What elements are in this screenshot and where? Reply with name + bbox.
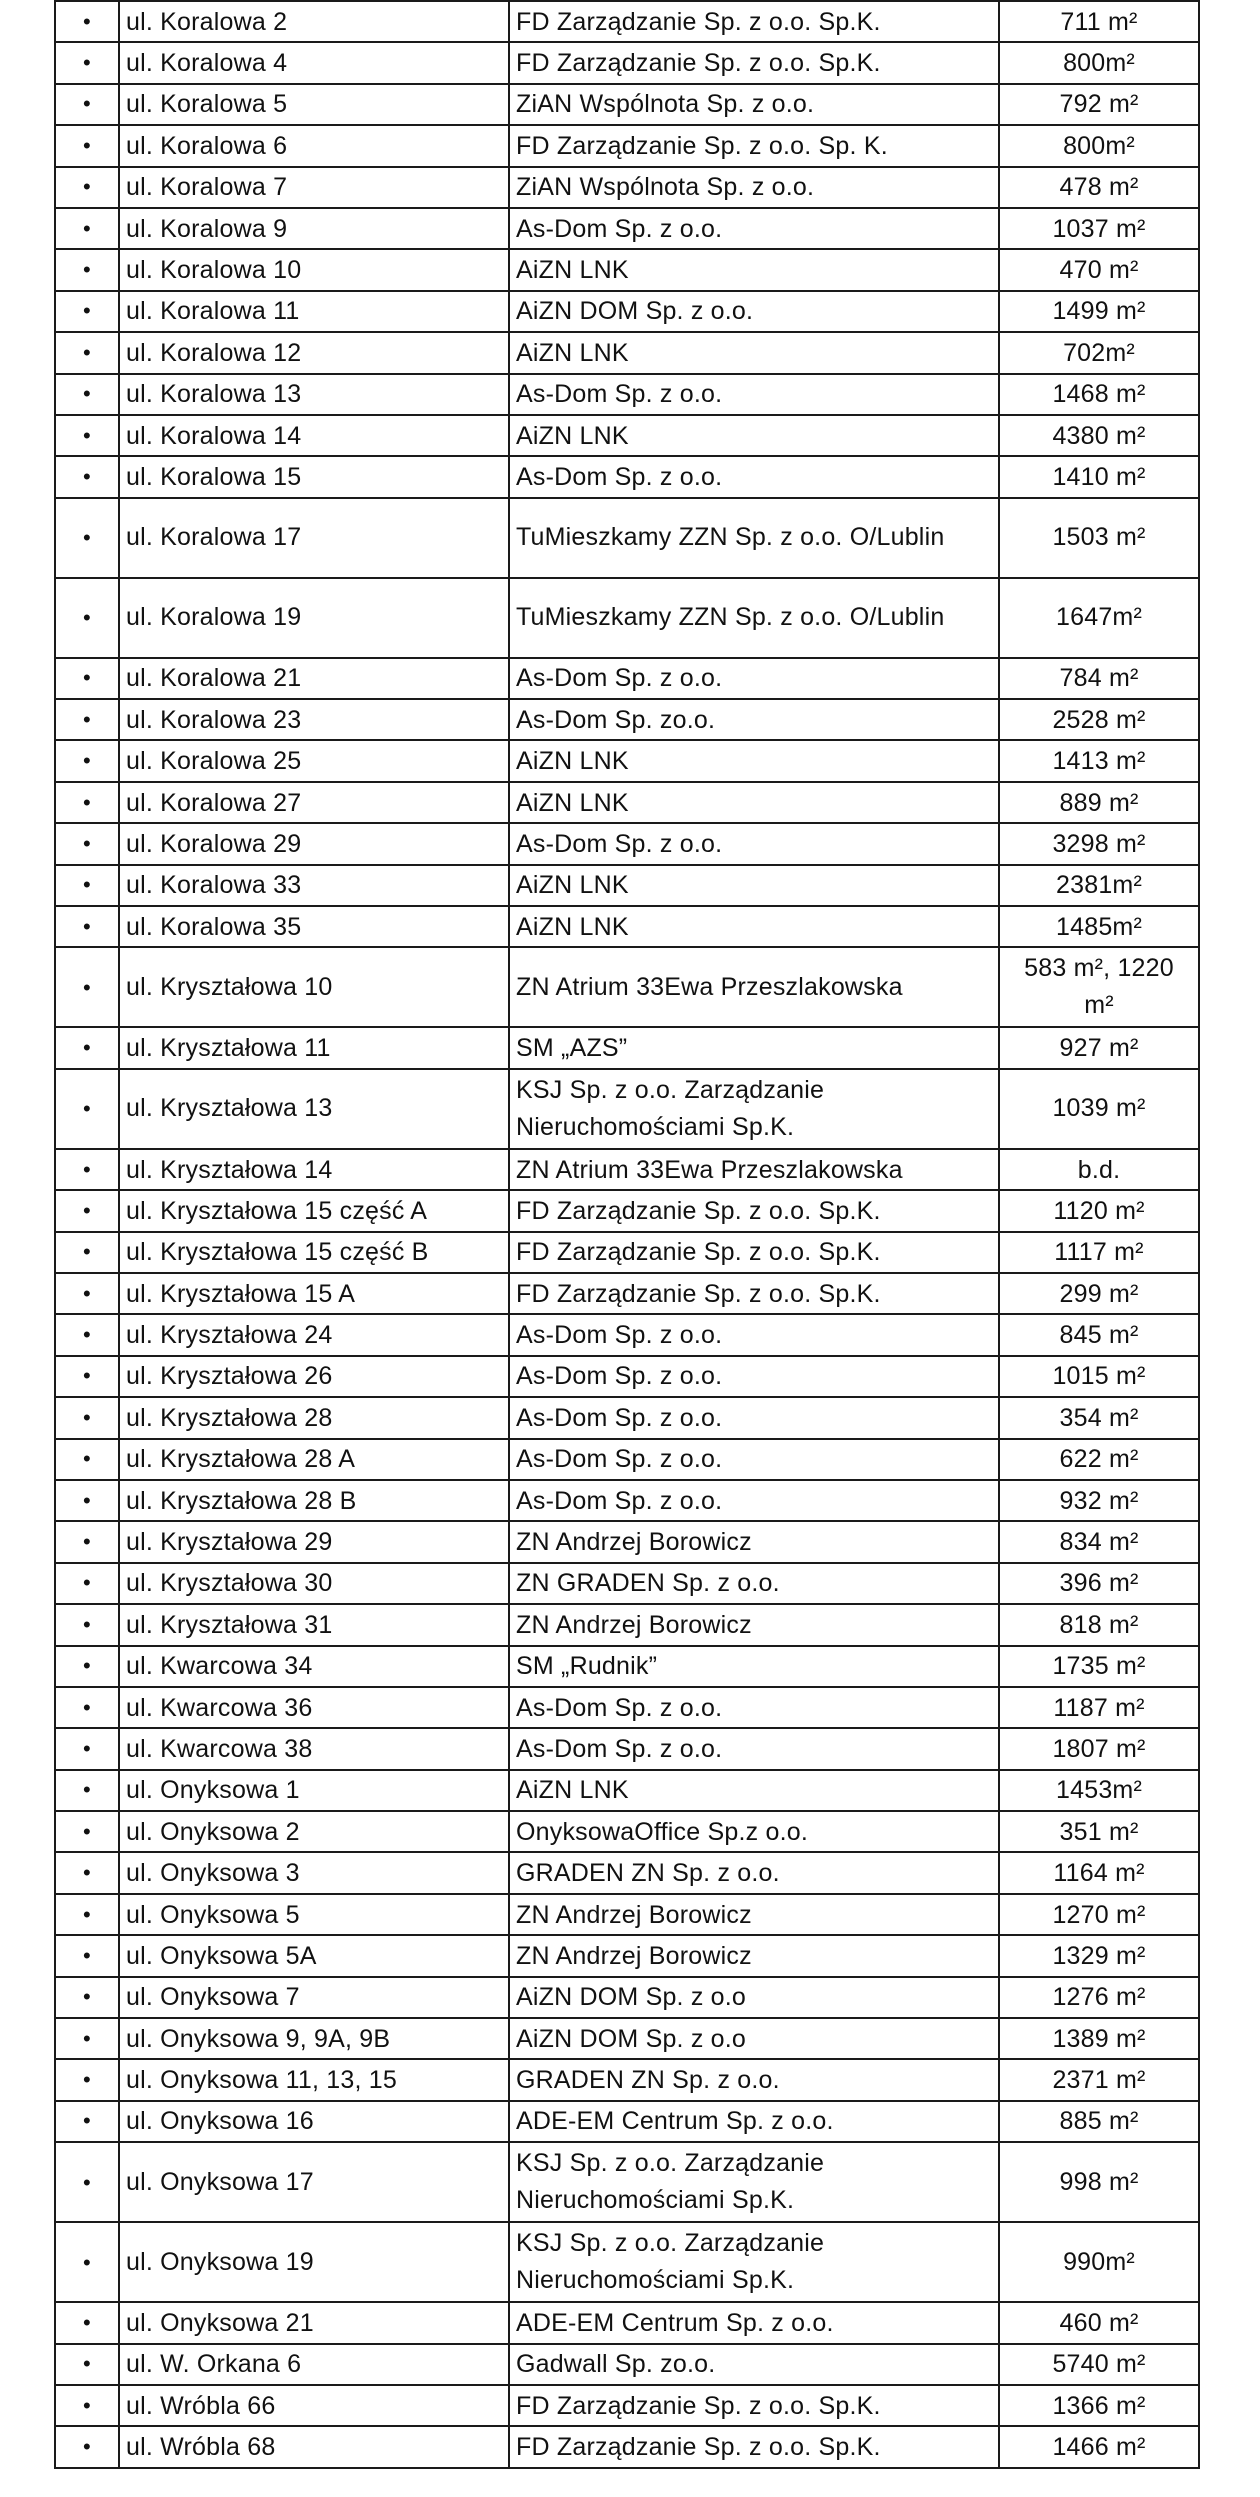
manager-cell: ZN Andrzej Borowicz [509, 1935, 999, 1976]
area-cell: 702m² [999, 332, 1199, 373]
street-address-cell: ul. Kryształowa 28 B [119, 1480, 509, 1521]
bullet-icon: • [55, 1069, 119, 1149]
area-cell: 1499 m² [999, 291, 1199, 332]
bullet-icon: • [55, 1852, 119, 1893]
bullet-icon: • [55, 208, 119, 249]
street-address-cell: ul. Koralowa 6 [119, 125, 509, 166]
manager-cell: ADE-EM Centrum Sp. z o.o. [509, 2302, 999, 2343]
table-row [55, 658, 1199, 699]
area-cell: 800m² [999, 125, 1199, 166]
table-row [55, 374, 1199, 415]
manager-cell: ZiAN Wspólnota Sp. z o.o. [509, 84, 999, 125]
table-row [55, 332, 1199, 373]
manager-cell: OnyksowaOffice Sp.z o.o. [509, 1811, 999, 1852]
bullet-icon: • [55, 415, 119, 456]
area-cell: 583 m², 1220 m² [999, 947, 1199, 1027]
manager-cell: As-Dom Sp. z o.o. [509, 456, 999, 497]
table-row [55, 2302, 1199, 2343]
bullet-icon: • [55, 2101, 119, 2142]
manager-cell: As-Dom Sp. z o.o. [509, 658, 999, 699]
bullet-icon: • [55, 332, 119, 373]
bullet-icon: • [55, 658, 119, 699]
street-address-cell: ul. Koralowa 10 [119, 249, 509, 290]
bullet-icon: • [55, 1977, 119, 2018]
manager-cell: Gadwall Sp. zo.o. [509, 2344, 999, 2385]
street-address-cell: ul. Kryształowa 13 [119, 1069, 509, 1149]
table-row [55, 1811, 1199, 1852]
table-row [55, 1027, 1199, 1068]
street-address-cell: ul. Onyksowa 2 [119, 1811, 509, 1852]
table-row [55, 415, 1199, 456]
bullet-icon: • [55, 906, 119, 947]
table-row [55, 456, 1199, 497]
bullet-icon: • [55, 498, 119, 578]
area-cell: 1413 m² [999, 740, 1199, 781]
manager-cell: FD Zarządzanie Sp. z o.o. Sp. K. [509, 125, 999, 166]
area-cell: 889 m² [999, 782, 1199, 823]
area-cell: 1389 m² [999, 2018, 1199, 2059]
street-address-cell: ul. Kryształowa 11 [119, 1027, 509, 1068]
bullet-icon: • [55, 1770, 119, 1811]
area-cell: b.d. [999, 1149, 1199, 1190]
manager-cell: ADE-EM Centrum Sp. z o.o. [509, 2101, 999, 2142]
bullet-icon: • [55, 865, 119, 906]
manager-cell: FD Zarządzanie Sp. z o.o. Sp.K. [509, 2426, 999, 2467]
manager-cell: FD Zarządzanie Sp. z o.o. Sp.K. [509, 1232, 999, 1273]
area-cell: 478 m² [999, 167, 1199, 208]
street-address-cell: ul. Onyksowa 7 [119, 1977, 509, 2018]
manager-cell: FD Zarządzanie Sp. z o.o. Sp.K. [509, 1273, 999, 1314]
street-address-cell: ul. Kwarcowa 34 [119, 1646, 509, 1687]
street-address-cell: ul. Koralowa 19 [119, 578, 509, 658]
area-cell: 845 m² [999, 1314, 1199, 1355]
bullet-icon: • [55, 2302, 119, 2343]
area-cell: 460 m² [999, 2302, 1199, 2343]
table-row [55, 1480, 1199, 1521]
street-address-cell: ul. Onyksowa 19 [119, 2222, 509, 2302]
bullet-icon: • [55, 823, 119, 864]
manager-cell: FD Zarządzanie Sp. z o.o. Sp.K. [509, 1, 999, 42]
table-row [55, 2344, 1199, 2385]
bullet-icon: • [55, 1563, 119, 1604]
bullet-icon: • [55, 125, 119, 166]
manager-cell: As-Dom Sp. z o.o. [509, 1439, 999, 1480]
street-address-cell: ul. Onyksowa 9, 9A, 9B [119, 2018, 509, 2059]
manager-cell: ZN Atrium 33Ewa Przeszlakowska [509, 1149, 999, 1190]
manager-cell: As-Dom Sp. z o.o. [509, 823, 999, 864]
table-row [55, 2142, 1199, 2222]
bullet-icon: • [55, 1894, 119, 1935]
table-row [55, 1356, 1199, 1397]
area-cell: 2371 m² [999, 2059, 1199, 2100]
table-row [55, 84, 1199, 125]
area-cell: 354 m² [999, 1397, 1199, 1438]
manager-cell: GRADEN ZN Sp. z o.o. [509, 2059, 999, 2100]
street-address-cell: ul. Kryształowa 30 [119, 1563, 509, 1604]
manager-cell: ZN Atrium 33Ewa Przeszlakowska [509, 947, 999, 1027]
bullet-icon: • [55, 2018, 119, 2059]
manager-cell: As-Dom Sp. z o.o. [509, 374, 999, 415]
area-cell: 622 m² [999, 1439, 1199, 1480]
street-address-cell: ul. Kryształowa 31 [119, 1604, 509, 1645]
area-cell: 1039 m² [999, 1069, 1199, 1149]
area-cell: 834 m² [999, 1521, 1199, 1562]
table-row [55, 291, 1199, 332]
table-row [55, 1977, 1199, 2018]
manager-cell: ZN GRADEN Sp. z o.o. [509, 1563, 999, 1604]
area-cell: 1468 m² [999, 374, 1199, 415]
buildings-table-body [55, 1, 1199, 2468]
buildings-table [54, 0, 1200, 2469]
bullet-icon: • [55, 1935, 119, 1976]
manager-cell: As-Dom Sp. z o.o. [509, 1314, 999, 1355]
manager-cell: AiZN LNK [509, 740, 999, 781]
manager-cell: As-Dom Sp. z o.o. [509, 1397, 999, 1438]
street-address-cell: ul. Kryształowa 26 [119, 1356, 509, 1397]
manager-cell: ZN Andrzej Borowicz [509, 1604, 999, 1645]
table-row [55, 1273, 1199, 1314]
street-address-cell: ul. Onyksowa 5 [119, 1894, 509, 1935]
manager-cell: ZN Andrzej Borowicz [509, 1894, 999, 1935]
bullet-icon: • [55, 2344, 119, 2385]
manager-cell: AiZN DOM Sp. z o.o. [509, 291, 999, 332]
street-address-cell: ul. W. Orkana 6 [119, 2344, 509, 2385]
area-cell: 1647m² [999, 578, 1199, 658]
table-row [55, 1314, 1199, 1355]
table-row [55, 1232, 1199, 1273]
bullet-icon: • [55, 84, 119, 125]
area-cell: 818 m² [999, 1604, 1199, 1645]
street-address-cell: ul. Koralowa 4 [119, 42, 509, 83]
area-cell: 1366 m² [999, 2385, 1199, 2426]
street-address-cell: ul. Kryształowa 10 [119, 947, 509, 1027]
bullet-icon: • [55, 782, 119, 823]
area-cell: 990m² [999, 2222, 1199, 2302]
street-address-cell: ul. Koralowa 14 [119, 415, 509, 456]
area-cell: 4380 m² [999, 415, 1199, 456]
bullet-icon: • [55, 1356, 119, 1397]
street-address-cell: ul. Koralowa 12 [119, 332, 509, 373]
area-cell: 711 m² [999, 1, 1199, 42]
bullet-icon: • [55, 699, 119, 740]
manager-cell: As-Dom Sp. z o.o. [509, 1687, 999, 1728]
bullet-icon: • [55, 1646, 119, 1687]
manager-cell: As-Dom Sp. z o.o. [509, 208, 999, 249]
table-row [55, 865, 1199, 906]
street-address-cell: ul. Koralowa 9 [119, 208, 509, 249]
table-row [55, 1646, 1199, 1687]
table-row [55, 2101, 1199, 2142]
bullet-icon: • [55, 2385, 119, 2426]
bullet-icon: • [55, 1027, 119, 1068]
area-cell: 792 m² [999, 84, 1199, 125]
area-cell: 3298 m² [999, 823, 1199, 864]
street-address-cell: ul. Koralowa 13 [119, 374, 509, 415]
table-row [55, 1604, 1199, 1645]
street-address-cell: ul. Onyksowa 1 [119, 1770, 509, 1811]
area-cell: 1015 m² [999, 1356, 1199, 1397]
bullet-icon: • [55, 374, 119, 415]
street-address-cell: ul. Kryształowa 15 A [119, 1273, 509, 1314]
area-cell: 299 m² [999, 1273, 1199, 1314]
manager-cell: GRADEN ZN Sp. z o.o. [509, 1852, 999, 1893]
street-address-cell: ul. Kryształowa 28 A [119, 1439, 509, 1480]
table-row [55, 782, 1199, 823]
street-address-cell: ul. Koralowa 17 [119, 498, 509, 578]
area-cell: 1466 m² [999, 2426, 1199, 2467]
manager-cell: AiZN LNK [509, 332, 999, 373]
area-cell: 784 m² [999, 658, 1199, 699]
street-address-cell: ul. Koralowa 7 [119, 167, 509, 208]
manager-cell: SM „AZS” [509, 1027, 999, 1068]
area-cell: 1270 m² [999, 1894, 1199, 1935]
bullet-icon: • [55, 1604, 119, 1645]
street-address-cell: ul. Kryształowa 15 część B [119, 1232, 509, 1273]
bullet-icon: • [55, 1190, 119, 1231]
bullet-icon: • [55, 2142, 119, 2222]
table-row [55, 2222, 1199, 2302]
street-address-cell: ul. Kwarcowa 38 [119, 1728, 509, 1769]
area-cell: 1453m² [999, 1770, 1199, 1811]
bullet-icon: • [55, 947, 119, 1027]
table-row [55, 1069, 1199, 1149]
table-row [55, 947, 1199, 1027]
table-row [55, 578, 1199, 658]
bullet-icon: • [55, 249, 119, 290]
table-row [55, 823, 1199, 864]
street-address-cell: ul. Kryształowa 29 [119, 1521, 509, 1562]
bullet-icon: • [55, 1314, 119, 1355]
area-cell: 800m² [999, 42, 1199, 83]
street-address-cell: ul. Koralowa 11 [119, 291, 509, 332]
bullet-icon: • [55, 740, 119, 781]
area-cell: 1503 m² [999, 498, 1199, 578]
table-row [55, 1149, 1199, 1190]
street-address-cell: ul. Onyksowa 21 [119, 2302, 509, 2343]
street-address-cell: ul. Koralowa 15 [119, 456, 509, 497]
bullet-icon: • [55, 1232, 119, 1273]
area-cell: 1276 m² [999, 1977, 1199, 2018]
bullet-icon: • [55, 2222, 119, 2302]
bullet-icon: • [55, 1, 119, 42]
street-address-cell: ul. Wróbla 66 [119, 2385, 509, 2426]
table-row [55, 498, 1199, 578]
table-row [55, 1852, 1199, 1893]
table-row [55, 1397, 1199, 1438]
manager-cell: AiZN LNK [509, 1770, 999, 1811]
table-row [55, 1770, 1199, 1811]
area-cell: 927 m² [999, 1027, 1199, 1068]
bullet-icon: • [55, 1728, 119, 1769]
street-address-cell: ul. Onyksowa 3 [119, 1852, 509, 1893]
street-address-cell: ul. Onyksowa 16 [119, 2101, 509, 2142]
street-address-cell: ul. Onyksowa 5A [119, 1935, 509, 1976]
manager-cell: FD Zarządzanie Sp. z o.o. Sp.K. [509, 2385, 999, 2426]
street-address-cell: ul. Wróbla 68 [119, 2426, 509, 2467]
area-cell: 2528 m² [999, 699, 1199, 740]
street-address-cell: ul. Kryształowa 15 część A [119, 1190, 509, 1231]
bullet-icon: • [55, 1521, 119, 1562]
manager-cell: AiZN LNK [509, 782, 999, 823]
manager-cell: AiZN LNK [509, 415, 999, 456]
manager-cell: FD Zarządzanie Sp. z o.o. Sp.K. [509, 1190, 999, 1231]
table-row [55, 2018, 1199, 2059]
table-row [55, 740, 1199, 781]
area-cell: 2381m² [999, 865, 1199, 906]
street-address-cell: ul. Koralowa 29 [119, 823, 509, 864]
manager-cell: KSJ Sp. z o.o. Zarządzanie Nieruchomościami Sp.K. [509, 1069, 999, 1149]
table-row [55, 1563, 1199, 1604]
street-address-cell: ul. Koralowa 23 [119, 699, 509, 740]
street-address-cell: ul. Kwarcowa 36 [119, 1687, 509, 1728]
street-address-cell: ul. Onyksowa 17 [119, 2142, 509, 2222]
bullet-icon: • [55, 167, 119, 208]
bullet-icon: • [55, 1149, 119, 1190]
area-cell: 351 m² [999, 1811, 1199, 1852]
street-address-cell: ul. Kryształowa 14 [119, 1149, 509, 1190]
area-cell: 1485m² [999, 906, 1199, 947]
area-cell: 396 m² [999, 1563, 1199, 1604]
street-address-cell: ul. Koralowa 35 [119, 906, 509, 947]
area-cell: 1120 m² [999, 1190, 1199, 1231]
manager-cell: AiZN LNK [509, 865, 999, 906]
table-row [55, 167, 1199, 208]
manager-cell: KSJ Sp. z o.o. Zarządzanie Nieruchomościami Sp.K. [509, 2142, 999, 2222]
manager-cell: AiZN LNK [509, 906, 999, 947]
table-row [55, 2059, 1199, 2100]
area-cell: 1037 m² [999, 208, 1199, 249]
bullet-icon: • [55, 291, 119, 332]
bullet-icon: • [55, 2426, 119, 2467]
manager-cell: TuMieszkamy ZZN Sp. z o.o. O/Lublin [509, 498, 999, 578]
bullet-icon: • [55, 42, 119, 83]
bullet-icon: • [55, 1439, 119, 1480]
street-address-cell: ul. Koralowa 27 [119, 782, 509, 823]
table-row [55, 2426, 1199, 2467]
manager-cell: As-Dom Sp. z o.o. [509, 1728, 999, 1769]
manager-cell: As-Dom Sp. z o.o. [509, 1480, 999, 1521]
manager-cell: ZN Andrzej Borowicz [509, 1521, 999, 1562]
street-address-cell: ul. Kryształowa 24 [119, 1314, 509, 1355]
manager-cell: KSJ Sp. z o.o. Zarządzanie Nieruchomościami Sp.K. [509, 2222, 999, 2302]
table-row [55, 42, 1199, 83]
street-address-cell: ul. Koralowa 25 [119, 740, 509, 781]
area-cell: 1187 m² [999, 1687, 1199, 1728]
street-address-cell: ul. Koralowa 21 [119, 658, 509, 699]
manager-cell: AiZN DOM Sp. z o.o [509, 2018, 999, 2059]
area-cell: 470 m² [999, 249, 1199, 290]
bullet-icon: • [55, 1273, 119, 1314]
bullet-icon: • [55, 1480, 119, 1521]
table-row [55, 125, 1199, 166]
manager-cell: TuMieszkamy ZZN Sp. z o.o. O/Lublin [509, 578, 999, 658]
manager-cell: AiZN LNK [509, 249, 999, 290]
street-address-cell: ul. Koralowa 2 [119, 1, 509, 42]
street-address-cell: ul. Koralowa 33 [119, 865, 509, 906]
table-row [55, 1894, 1199, 1935]
manager-cell: As-Dom Sp. zo.o. [509, 699, 999, 740]
area-cell: 1735 m² [999, 1646, 1199, 1687]
table-row [55, 249, 1199, 290]
table-row [55, 906, 1199, 947]
area-cell: 1164 m² [999, 1852, 1199, 1893]
area-cell: 1410 m² [999, 456, 1199, 497]
table-row [55, 699, 1199, 740]
table-row [55, 1728, 1199, 1769]
street-address-cell: ul. Onyksowa 11, 13, 15 [119, 2059, 509, 2100]
table-row [55, 1, 1199, 42]
area-cell: 885 m² [999, 2101, 1199, 2142]
bullet-icon: • [55, 1811, 119, 1852]
manager-cell: AiZN DOM Sp. z o.o [509, 1977, 999, 2018]
area-cell: 932 m² [999, 1480, 1199, 1521]
bullet-icon: • [55, 456, 119, 497]
manager-cell: SM „Rudnik” [509, 1646, 999, 1687]
table-row [55, 1190, 1199, 1231]
manager-cell: ZiAN Wspólnota Sp. z o.o. [509, 167, 999, 208]
area-cell: 1807 m² [999, 1728, 1199, 1769]
street-address-cell: ul. Kryształowa 28 [119, 1397, 509, 1438]
table-row [55, 1439, 1199, 1480]
manager-cell: FD Zarządzanie Sp. z o.o. Sp.K. [509, 42, 999, 83]
bullet-icon: • [55, 1687, 119, 1728]
bullet-icon: • [55, 2059, 119, 2100]
table-row [55, 208, 1199, 249]
area-cell: 1329 m² [999, 1935, 1199, 1976]
table-row [55, 1935, 1199, 1976]
bullet-icon: • [55, 578, 119, 658]
table-row [55, 1521, 1199, 1562]
street-address-cell: ul. Koralowa 5 [119, 84, 509, 125]
manager-cell: As-Dom Sp. z o.o. [509, 1356, 999, 1397]
area-cell: 5740 m² [999, 2344, 1199, 2385]
table-row [55, 2385, 1199, 2426]
area-cell: 998 m² [999, 2142, 1199, 2222]
area-cell: 1117 m² [999, 1232, 1199, 1273]
bullet-icon: • [55, 1397, 119, 1438]
table-row [55, 1687, 1199, 1728]
